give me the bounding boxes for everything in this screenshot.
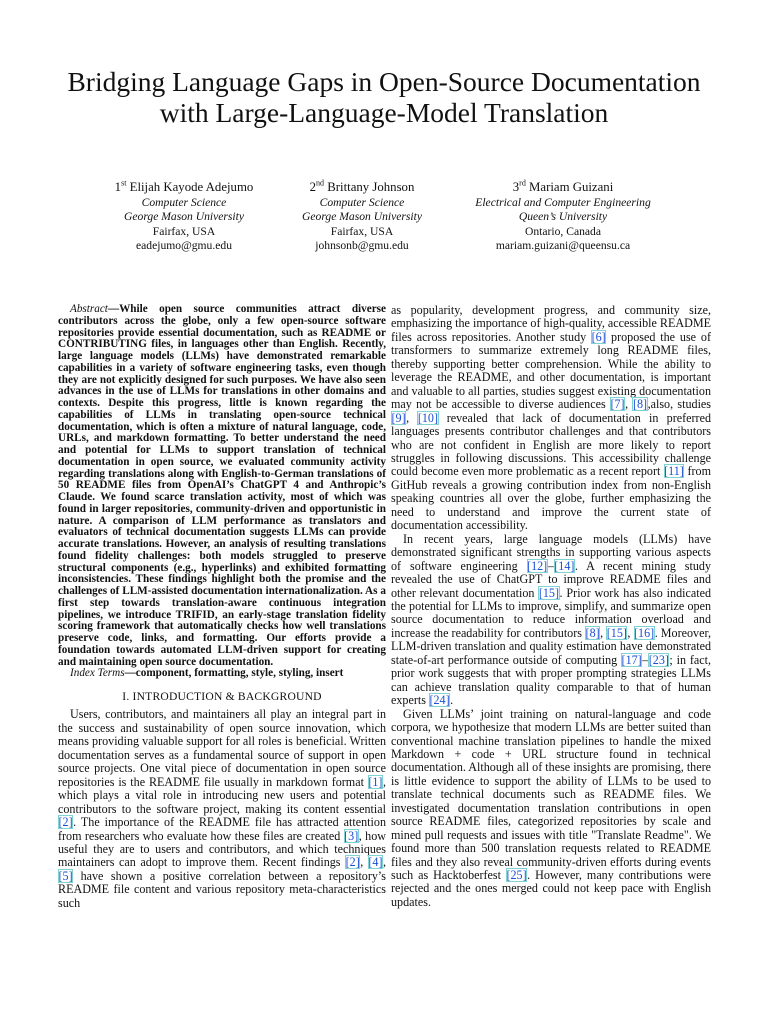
citation-link[interactable]: [8] <box>585 625 600 640</box>
author-name-2: 2nd Brittany Johnson <box>309 178 415 194</box>
author-block-3 <box>428 179 698 254</box>
author-email-3: mariam.guizani@queensu.ca <box>495 239 631 253</box>
abstract: Abstract—While open source communities attract diverse contributors across the globe, only a few open-source software repositories provide essential documentation, such as README or CONTRIBUTING files, in languages other than English. Recently, large language models (LLMs) have demonstrated remarkable capabilities in a variety of software engineering tasks, even though they are not explicitly designed for such purposes. We have also seen advances in the use of LLMs for translations in other domains and contexts. Despite this progress, little is known regarding the capabilities of LLMs in translating open-source technical documentation, which is often a mixture of natural language, code, URLs, and markdown formatting. To better understand the need and potential for LLMs to support translation of technical documentation in open source, we evaluated community activity regarding translations along with English-to-German translations of 50 README files from OpenAI’s ChatGPT 4 and Anthropic’s Claude. We found scarce translation activity, most of which was found in larger repositories, community-driven and opportunistic in nature. A comparison of LLM performance as translators and evaluators of technical documentation suggests LLMs can provide accurate translations. However, an analysis of resulting translations found fidelity challenges: both models struggled to preserve structural components (e.g., hyperlinks) and exhibited formatting inconsistencies. These findings highlight both the promise and the challenges of LLM-assisted documentation internationalization. As a first step towards translation-aware continuous integration pipelines, we introduce TRIFID, an early-stage translation fidelity scoring framework that automatically checks how well translations preserve code, links, and formatting. Our efforts provide a foundation towards automated LLM-driven support for creating and maintaining open source documentation. <box>58 303 386 668</box>
author-location-1: Fairfax, USA <box>152 224 216 238</box>
author-org-2: George Mason University <box>302 210 422 224</box>
author-org-1: George Mason University <box>124 210 244 224</box>
citation-link[interactable]: [15] <box>538 585 560 600</box>
author-dept-3: Electrical and Computer Engineering <box>475 195 651 209</box>
paper-title: Bridging Language Gaps in Open-Source Documentation with Large-Language-Model Translation <box>67 66 701 128</box>
body-paragraph: In recent years, large language models (LLMs) have demonstrated significant strengths in supporting various aspects of software engineering [12]–[14]. A recent mining study revealed the use of ChatGPT to improve README files and other relevant documentation [15]. Prior work has also indicated the potential for LLMs to improve, simplify, and summarize open source documentation to reduce information overload and increase the readability for contributors [8], [15], [16]. Moreover, LLM-driven translation and quality estimation have demonstrated state-of-art performance outside of computing [17]–[23]; in fact, prior work suggests that with proper prompting strategies LLMs can achieve translation quality comparable to that of human experts [24]. <box>391 531 712 708</box>
citation-link[interactable]: [2] <box>345 855 360 870</box>
author-name-1: 1st Elijah Kayode Adejumo <box>114 178 254 194</box>
citation-link[interactable]: [17] <box>621 652 642 667</box>
citation-link[interactable]: [6] <box>591 329 606 344</box>
citation-link[interactable]: [15] <box>606 625 627 640</box>
author-dept-1: Computer Science <box>141 195 227 209</box>
citation-link[interactable]: [11] <box>664 464 684 479</box>
author-email-1: eadejumo@gmu.edu <box>136 239 232 253</box>
author-email-2: johnsonb@gmu.edu <box>315 239 409 253</box>
citation-link[interactable]: [3] <box>344 828 359 843</box>
section-heading: I. INTRODUCTION & BACKGROUND <box>122 690 322 703</box>
author-location-2: Fairfax, USA <box>330 224 394 238</box>
citation-link[interactable]: [8] <box>632 397 648 412</box>
body-paragraph: Given LLMs’ joint training on natural-language and code corpora, we hypothesize that modern LLMs are better suited than conventional machine translation pipelines to handle the mixed Markdown + code + URL structure found in technical documentation. Although all of these insights are promising, there is little evidence to support the ability of LLMs to be used to translate technical documents such as README files. We investigated documentation translation contributions in open source README files, categorized repositories by scale and mined pull requests and issues with title "Translate Readme". We found more than 500 translation requests related to README files and they also reveal community-driven efforts during events such as Hacktoberfest [25]. However, many contributions were rejected and the ones merged could not keep pace with English updates. <box>391 706 712 909</box>
index-terms: Index Terms—component, formatting, style, styling, insert <box>70 667 344 680</box>
author-dept-2: Computer Science <box>319 195 405 209</box>
body-paragraph: Users, contributors, and maintainers all play an integral part in the success and sustainability of open source innovation, which means providing valuable support for all roles is beneficial. Written documentation serves as a fundamental source of support in open source projects. One vital piece of documentation in open source repositories is the README file usually in markdown format [1], which plays a vital role in introducing new users and potential contributors to the software project, making its content essential [2]. The importance of the README file has attracted attention from researchers who evaluate how these files are created [3], how useful they are to users and contributors, and which techniques maintainers can adopt to improve them. Recent findings [2], [4], [5] have shown a positive correlation between a repository’s README file content and various repository meta-characteristics such <box>58 707 387 910</box>
citation-link[interactable]: [25] <box>506 868 527 883</box>
citation-link[interactable]: [23] <box>648 652 669 667</box>
right-column <box>391 304 711 909</box>
left-column <box>58 304 386 910</box>
citation-link[interactable]: [4] <box>368 855 383 870</box>
citation-link[interactable]: [16] <box>634 625 655 640</box>
citation-link[interactable]: [2] <box>58 815 73 830</box>
author-name-3: 3rd Mariam Guizani <box>512 178 614 194</box>
citation-link[interactable]: [1] <box>368 774 383 789</box>
body-paragraph: as popularity, development progress, and community size, emphasizing the importance of high-quality, accessible README files across repositories. Another study [6] proposed the use of transformers to summarize extremely long README files, thereby supporting better comprehension. While the ability to leverage the README, and other documentation, is important and valuable to all parties, studies suggest existing documentation may not be accessible to diverse audiences [7], [8],also, studies [9], [10] revealed that lack of documentation in preferred languages presents contributor challenges and that contributors who are not confident in English are more likely to report struggles in following discussions. This accessibility challenge could become even more problematic as a recent report [11] from GitHub reveals a growing contribution index from non-English speaking countries all over the globe, further emphasizing the need to understand and improve the current state of documentation accessibility. <box>391 303 712 533</box>
citation-link[interactable]: [9] <box>391 410 406 425</box>
citation-link[interactable]: [7] <box>610 397 625 412</box>
citation-link[interactable]: [10] <box>417 410 439 425</box>
citation-link[interactable]: [12] <box>527 558 548 573</box>
author-location-3: Ontario, Canada <box>525 224 601 238</box>
citation-link[interactable]: [24] <box>429 693 450 708</box>
author-org-3: Queen’s University <box>518 210 608 224</box>
citation-link[interactable]: [5] <box>58 868 73 883</box>
citation-link[interactable]: [14] <box>554 558 575 573</box>
